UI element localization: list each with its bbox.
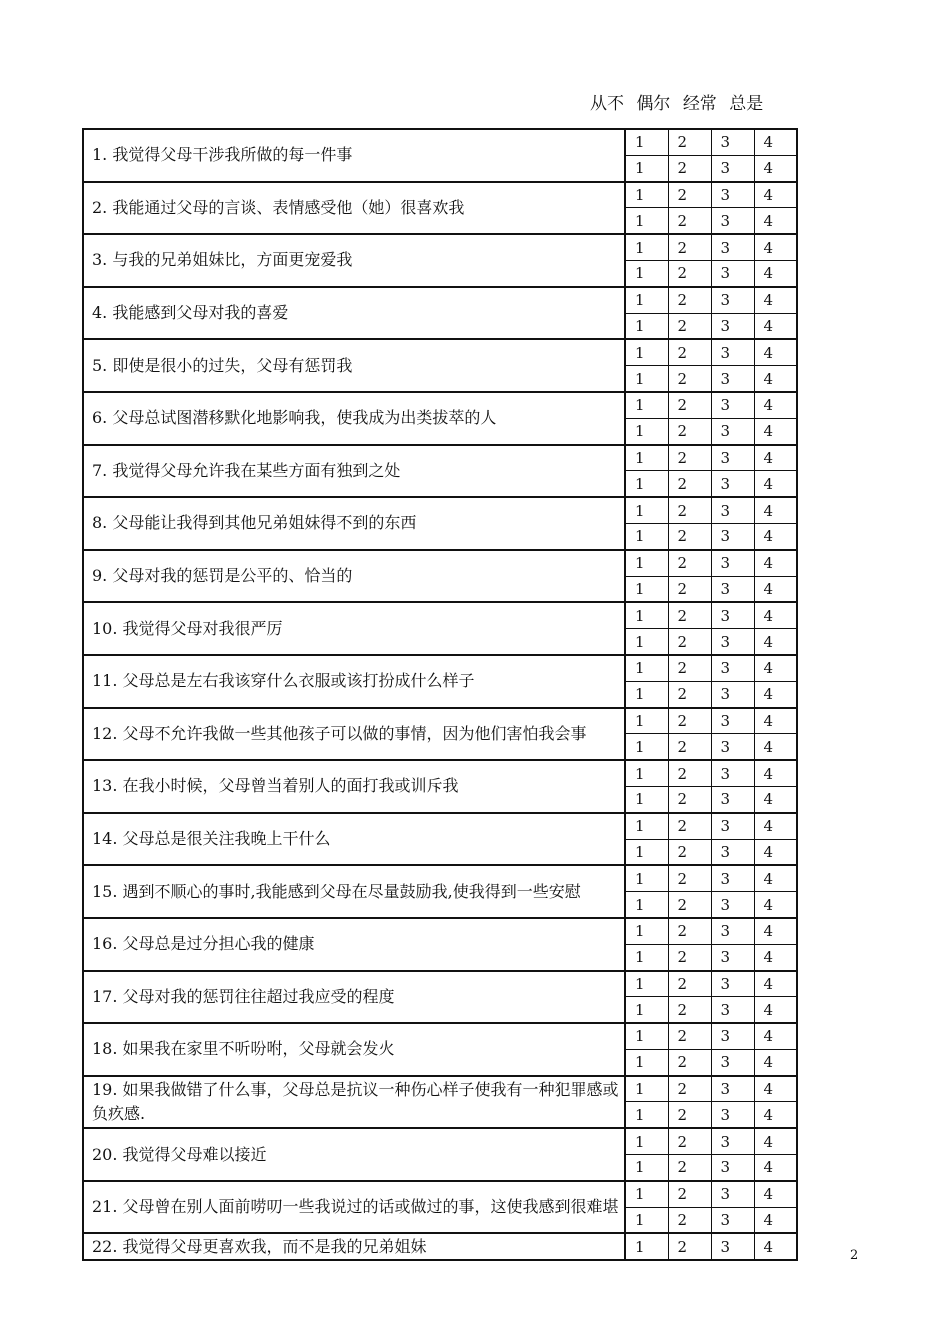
rating-option-1[interactable]: 1 <box>625 918 668 944</box>
rating-option-1[interactable]: 1 <box>625 944 668 970</box>
question-row <box>83 182 797 208</box>
rating-option-2[interactable]: 2 <box>668 1076 711 1102</box>
question-row <box>83 918 797 944</box>
rating-option-2[interactable]: 2 <box>668 997 711 1023</box>
rating-option-1[interactable]: 1 <box>625 1181 668 1207</box>
rating-option-4[interactable]: 4 <box>754 1128 797 1154</box>
rating-option-4[interactable]: 4 <box>754 865 797 891</box>
rating-option-4[interactable]: 4 <box>754 681 797 707</box>
rating-option-1[interactable]: 1 <box>625 892 668 918</box>
rating-option-4[interactable]: 4 <box>754 1181 797 1207</box>
rating-option-2[interactable]: 2 <box>668 602 711 628</box>
rating-option-2[interactable]: 2 <box>668 287 711 313</box>
rating-option-2[interactable]: 2 <box>668 1181 711 1207</box>
rating-option-4[interactable]: 4 <box>754 497 797 523</box>
rating-option-1[interactable]: 1 <box>625 629 668 655</box>
rating-option-2[interactable]: 2 <box>668 918 711 944</box>
rating-option-4[interactable]: 4 <box>754 260 797 286</box>
rating-option-3[interactable]: 3 <box>711 523 754 549</box>
rating-option-4[interactable]: 4 <box>754 182 797 208</box>
question-row <box>83 445 797 471</box>
rating-option-4[interactable]: 4 <box>754 129 797 155</box>
rating-option-4[interactable]: 4 <box>754 471 797 497</box>
scale-header-never: 从不 <box>590 94 624 114</box>
question-text: 3. 与我的兄弟姐妹比，方面更宠爱我 <box>83 234 625 287</box>
question-row <box>83 602 797 628</box>
rating-option-2[interactable]: 2 <box>668 576 711 602</box>
rating-option-3[interactable]: 3 <box>711 760 754 786</box>
question-text: 7. 我觉得父母允许我在某些方面有独到之处 <box>83 445 625 498</box>
rating-option-1[interactable]: 1 <box>625 734 668 760</box>
rating-option-3[interactable]: 3 <box>711 550 754 576</box>
rating-option-4[interactable]: 4 <box>754 208 797 234</box>
rating-option-3[interactable]: 3 <box>711 445 754 471</box>
rating-option-2[interactable]: 2 <box>668 392 711 418</box>
rating-option-4[interactable]: 4 <box>754 313 797 339</box>
rating-option-4[interactable]: 4 <box>754 392 797 418</box>
rating-option-3[interactable]: 3 <box>711 629 754 655</box>
rating-option-2[interactable]: 2 <box>668 260 711 286</box>
rating-option-3[interactable]: 3 <box>711 208 754 234</box>
rating-option-2[interactable]: 2 <box>668 655 711 681</box>
scale-header-often: 经常 <box>682 94 717 114</box>
rating-option-4[interactable]: 4 <box>754 839 797 865</box>
rating-option-2[interactable]: 2 <box>668 1102 711 1128</box>
rating-option-2[interactable]: 2 <box>668 445 711 471</box>
rating-option-2[interactable]: 2 <box>668 155 711 181</box>
rating-option-4[interactable]: 4 <box>754 734 797 760</box>
rating-option-2[interactable]: 2 <box>668 839 711 865</box>
rating-option-1[interactable]: 1 <box>625 760 668 786</box>
question-row <box>83 1023 797 1049</box>
rating-option-4[interactable]: 4 <box>754 1049 797 1075</box>
rating-option-2[interactable]: 2 <box>668 1233 711 1260</box>
rating-option-4[interactable]: 4 <box>754 234 797 260</box>
rating-option-4[interactable]: 4 <box>754 445 797 471</box>
rating-option-4[interactable]: 4 <box>754 602 797 628</box>
rating-option-4[interactable]: 4 <box>754 339 797 365</box>
question-text: 4. 我能感到父母对我的喜爱 <box>83 287 625 340</box>
question-row <box>83 1181 797 1207</box>
rating-option-2[interactable]: 2 <box>668 1207 711 1233</box>
rating-option-4[interactable]: 4 <box>754 523 797 549</box>
rating-option-2[interactable]: 2 <box>668 865 711 891</box>
rating-option-1[interactable]: 1 <box>625 997 668 1023</box>
rating-option-2[interactable]: 2 <box>668 182 711 208</box>
rating-option-1[interactable]: 1 <box>625 234 668 260</box>
rating-option-2[interactable]: 2 <box>668 629 711 655</box>
rating-option-4[interactable]: 4 <box>754 971 797 997</box>
question-row <box>83 1233 797 1260</box>
rating-option-3[interactable]: 3 <box>711 339 754 365</box>
rating-option-1[interactable]: 1 <box>625 813 668 839</box>
question-row <box>83 234 797 260</box>
question-row <box>83 971 797 997</box>
scale-header <box>590 92 800 116</box>
scale-header-sometimes: 偶尔 <box>636 94 671 114</box>
rating-option-1[interactable]: 1 <box>625 418 668 444</box>
question-text: 15. 遇到不顺心的事时,我能感到父母在尽量鼓励我,使我得到一些安慰 <box>83 865 625 918</box>
question-text: 8. 父母能让我得到其他兄弟姐妹得不到的东西 <box>83 497 625 550</box>
question-text: 20. 我觉得父母难以接近 <box>83 1128 625 1181</box>
rating-option-1[interactable]: 1 <box>625 497 668 523</box>
rating-option-3[interactable]: 3 <box>711 681 754 707</box>
question-row <box>83 392 797 418</box>
rating-option-3[interactable]: 3 <box>711 1181 754 1207</box>
rating-option-2[interactable]: 2 <box>668 471 711 497</box>
rating-option-1[interactable]: 1 <box>625 129 668 155</box>
question-text: 16. 父母总是过分担心我的健康 <box>83 918 625 971</box>
rating-option-4[interactable]: 4 <box>754 287 797 313</box>
rating-option-3[interactable]: 3 <box>711 418 754 444</box>
question-row <box>83 1128 797 1154</box>
rating-option-4[interactable]: 4 <box>754 366 797 392</box>
rating-option-2[interactable]: 2 <box>668 892 711 918</box>
rating-option-4[interactable]: 4 <box>754 760 797 786</box>
rating-option-4[interactable]: 4 <box>754 629 797 655</box>
rating-option-4[interactable]: 4 <box>754 708 797 734</box>
rating-option-1[interactable]: 1 <box>625 708 668 734</box>
rating-option-2[interactable]: 2 <box>668 418 711 444</box>
rating-option-4[interactable]: 4 <box>754 1155 797 1181</box>
rating-option-1[interactable]: 1 <box>625 1155 668 1181</box>
rating-option-3[interactable]: 3 <box>711 392 754 418</box>
rating-option-4[interactable]: 4 <box>754 1102 797 1128</box>
rating-option-2[interactable]: 2 <box>668 339 711 365</box>
rating-option-2[interactable]: 2 <box>668 786 711 812</box>
rating-option-1[interactable]: 1 <box>625 155 668 181</box>
rating-option-2[interactable]: 2 <box>668 681 711 707</box>
question-text: 13. 在我小时候，父母曾当着别人的面打我或训斥我 <box>83 760 625 813</box>
rating-option-4[interactable]: 4 <box>754 1023 797 1049</box>
rating-option-2[interactable]: 2 <box>668 208 711 234</box>
question-row <box>83 339 797 365</box>
rating-option-3[interactable]: 3 <box>711 1049 754 1075</box>
rating-option-1[interactable]: 1 <box>625 182 668 208</box>
rating-option-3[interactable]: 3 <box>711 708 754 734</box>
rating-option-4[interactable]: 4 <box>754 1233 797 1260</box>
rating-option-2[interactable]: 2 <box>668 234 711 260</box>
rating-option-1[interactable]: 1 <box>625 260 668 286</box>
questionnaire-table <box>82 128 798 1261</box>
question-row <box>83 760 797 786</box>
question-row <box>83 655 797 681</box>
rating-option-1[interactable]: 1 <box>625 1207 668 1233</box>
rating-option-3[interactable]: 3 <box>711 366 754 392</box>
rating-option-4[interactable]: 4 <box>754 418 797 444</box>
rating-option-2[interactable]: 2 <box>668 497 711 523</box>
rating-option-3[interactable]: 3 <box>711 865 754 891</box>
rating-option-1[interactable]: 1 <box>625 1102 668 1128</box>
rating-option-1[interactable]: 1 <box>625 602 668 628</box>
rating-option-4[interactable]: 4 <box>754 918 797 944</box>
rating-option-1[interactable]: 1 <box>625 971 668 997</box>
rating-option-1[interactable]: 1 <box>625 576 668 602</box>
rating-option-4[interactable]: 4 <box>754 813 797 839</box>
rating-option-2[interactable]: 2 <box>668 366 711 392</box>
question-row <box>83 287 797 313</box>
rating-option-3[interactable]: 3 <box>711 260 754 286</box>
rating-option-3[interactable]: 3 <box>711 944 754 970</box>
rating-option-1[interactable]: 1 <box>625 445 668 471</box>
rating-option-3[interactable]: 3 <box>711 813 754 839</box>
rating-option-1[interactable]: 1 <box>625 1128 668 1154</box>
rating-option-3[interactable]: 3 <box>711 1155 754 1181</box>
rating-option-1[interactable]: 1 <box>625 287 668 313</box>
rating-option-3[interactable]: 3 <box>711 576 754 602</box>
rating-option-1[interactable]: 1 <box>625 1049 668 1075</box>
rating-option-3[interactable]: 3 <box>711 918 754 944</box>
rating-option-1[interactable]: 1 <box>625 1233 668 1260</box>
question-row <box>83 1076 797 1102</box>
question-text: 22. 我觉得父母更喜欢我，而不是我的兄弟姐妹 <box>83 1233 625 1260</box>
rating-option-3[interactable]: 3 <box>711 1076 754 1102</box>
rating-option-3[interactable]: 3 <box>711 1128 754 1154</box>
question-text: 18. 如果我在家里不听吩咐，父母就会发火 <box>83 1023 625 1076</box>
rating-option-2[interactable]: 2 <box>668 129 711 155</box>
question-text: 21. 父母曾在别人面前唠叨一些我说过的话或做过的事，这使我感到很难堪 <box>83 1181 625 1234</box>
rating-option-1[interactable]: 1 <box>625 339 668 365</box>
rating-option-3[interactable]: 3 <box>711 471 754 497</box>
question-row <box>83 865 797 891</box>
rating-option-4[interactable]: 4 <box>754 1207 797 1233</box>
rating-option-4[interactable]: 4 <box>754 944 797 970</box>
rating-option-3[interactable]: 3 <box>711 786 754 812</box>
question-text: 5. 即使是很小的过失，父母有惩罚我 <box>83 339 625 392</box>
question-text: 10. 我觉得父母对我很严厉 <box>83 602 625 655</box>
rating-option-1[interactable]: 1 <box>625 392 668 418</box>
rating-option-2[interactable]: 2 <box>668 523 711 549</box>
rating-option-1[interactable]: 1 <box>625 655 668 681</box>
rating-option-3[interactable]: 3 <box>711 1023 754 1049</box>
scale-header-always: 总是 <box>729 94 764 114</box>
rating-option-1[interactable]: 1 <box>625 208 668 234</box>
rating-option-1[interactable]: 1 <box>625 550 668 576</box>
rating-option-3[interactable]: 3 <box>711 129 754 155</box>
rating-option-4[interactable]: 4 <box>754 892 797 918</box>
rating-option-4[interactable]: 4 <box>754 576 797 602</box>
rating-option-2[interactable]: 2 <box>668 944 711 970</box>
question-row <box>83 129 797 155</box>
rating-option-1[interactable]: 1 <box>625 865 668 891</box>
rating-option-1[interactable]: 1 <box>625 1023 668 1049</box>
rating-option-3[interactable]: 3 <box>711 602 754 628</box>
rating-option-3[interactable]: 3 <box>711 313 754 339</box>
rating-option-2[interactable]: 2 <box>668 734 711 760</box>
rating-option-3[interactable]: 3 <box>711 1233 754 1260</box>
rating-option-2[interactable]: 2 <box>668 1128 711 1154</box>
rating-option-3[interactable]: 3 <box>711 287 754 313</box>
rating-option-3[interactable]: 3 <box>711 1207 754 1233</box>
rating-option-1[interactable]: 1 <box>625 366 668 392</box>
rating-option-4[interactable]: 4 <box>754 786 797 812</box>
rating-option-4[interactable]: 4 <box>754 1076 797 1102</box>
rating-option-2[interactable]: 2 <box>668 313 711 339</box>
rating-option-3[interactable]: 3 <box>711 892 754 918</box>
rating-option-4[interactable]: 4 <box>754 550 797 576</box>
rating-option-1[interactable]: 1 <box>625 313 668 339</box>
rating-option-3[interactable]: 3 <box>711 497 754 523</box>
question-row <box>83 550 797 576</box>
question-row <box>83 813 797 839</box>
rating-option-1[interactable]: 1 <box>625 471 668 497</box>
question-text: 9. 父母对我的惩罚是公平的、恰当的 <box>83 550 625 603</box>
rating-option-3[interactable]: 3 <box>711 734 754 760</box>
question-text: 12. 父母不允许我做一些其他孩子可以做的事情，因为他们害怕我会事 <box>83 708 625 761</box>
rating-option-2[interactable]: 2 <box>668 550 711 576</box>
rating-option-4[interactable]: 4 <box>754 155 797 181</box>
question-text: 6. 父母总试图潜移默化地影响我，使我成为出类拔萃的人 <box>83 392 625 445</box>
question-row <box>83 497 797 523</box>
question-text: 11. 父母总是左右我该穿什么衣服或该打扮成什么样子 <box>83 655 625 708</box>
rating-option-1[interactable]: 1 <box>625 786 668 812</box>
rating-option-4[interactable]: 4 <box>754 655 797 681</box>
rating-option-2[interactable]: 2 <box>668 971 711 997</box>
question-row <box>83 708 797 734</box>
question-text: 14. 父母总是很关注我晚上干什么 <box>83 813 625 866</box>
rating-option-3[interactable]: 3 <box>711 971 754 997</box>
rating-option-1[interactable]: 1 <box>625 681 668 707</box>
rating-option-2[interactable]: 2 <box>668 708 711 734</box>
rating-option-4[interactable]: 4 <box>754 997 797 1023</box>
rating-option-3[interactable]: 3 <box>711 839 754 865</box>
rating-option-2[interactable]: 2 <box>668 1049 711 1075</box>
rating-option-3[interactable]: 3 <box>711 1102 754 1128</box>
question-text: 1. 我觉得父母干涉我所做的每一件事 <box>83 129 625 182</box>
question-text: 19. 如果我做错了什么事，父母总是抗议一种伤心样子使我有一种犯罪感或负疚感. <box>83 1076 625 1129</box>
question-text: 2. 我能通过父母的言谈、表情感受他（她）很喜欢我 <box>83 182 625 235</box>
rating-option-3[interactable]: 3 <box>711 182 754 208</box>
rating-option-3[interactable]: 3 <box>711 234 754 260</box>
rating-option-1[interactable]: 1 <box>625 523 668 549</box>
rating-option-3[interactable]: 3 <box>711 655 754 681</box>
rating-option-3[interactable]: 3 <box>711 997 754 1023</box>
page-number: 2 <box>850 1248 859 1263</box>
question-text: 17. 父母对我的惩罚往往超过我应受的程度 <box>83 971 625 1024</box>
rating-option-1[interactable]: 1 <box>625 839 668 865</box>
rating-option-2[interactable]: 2 <box>668 1023 711 1049</box>
rating-option-2[interactable]: 2 <box>668 813 711 839</box>
rating-option-2[interactable]: 2 <box>668 1155 711 1181</box>
rating-option-3[interactable]: 3 <box>711 155 754 181</box>
rating-option-2[interactable]: 2 <box>668 760 711 786</box>
rating-option-1[interactable]: 1 <box>625 1076 668 1102</box>
